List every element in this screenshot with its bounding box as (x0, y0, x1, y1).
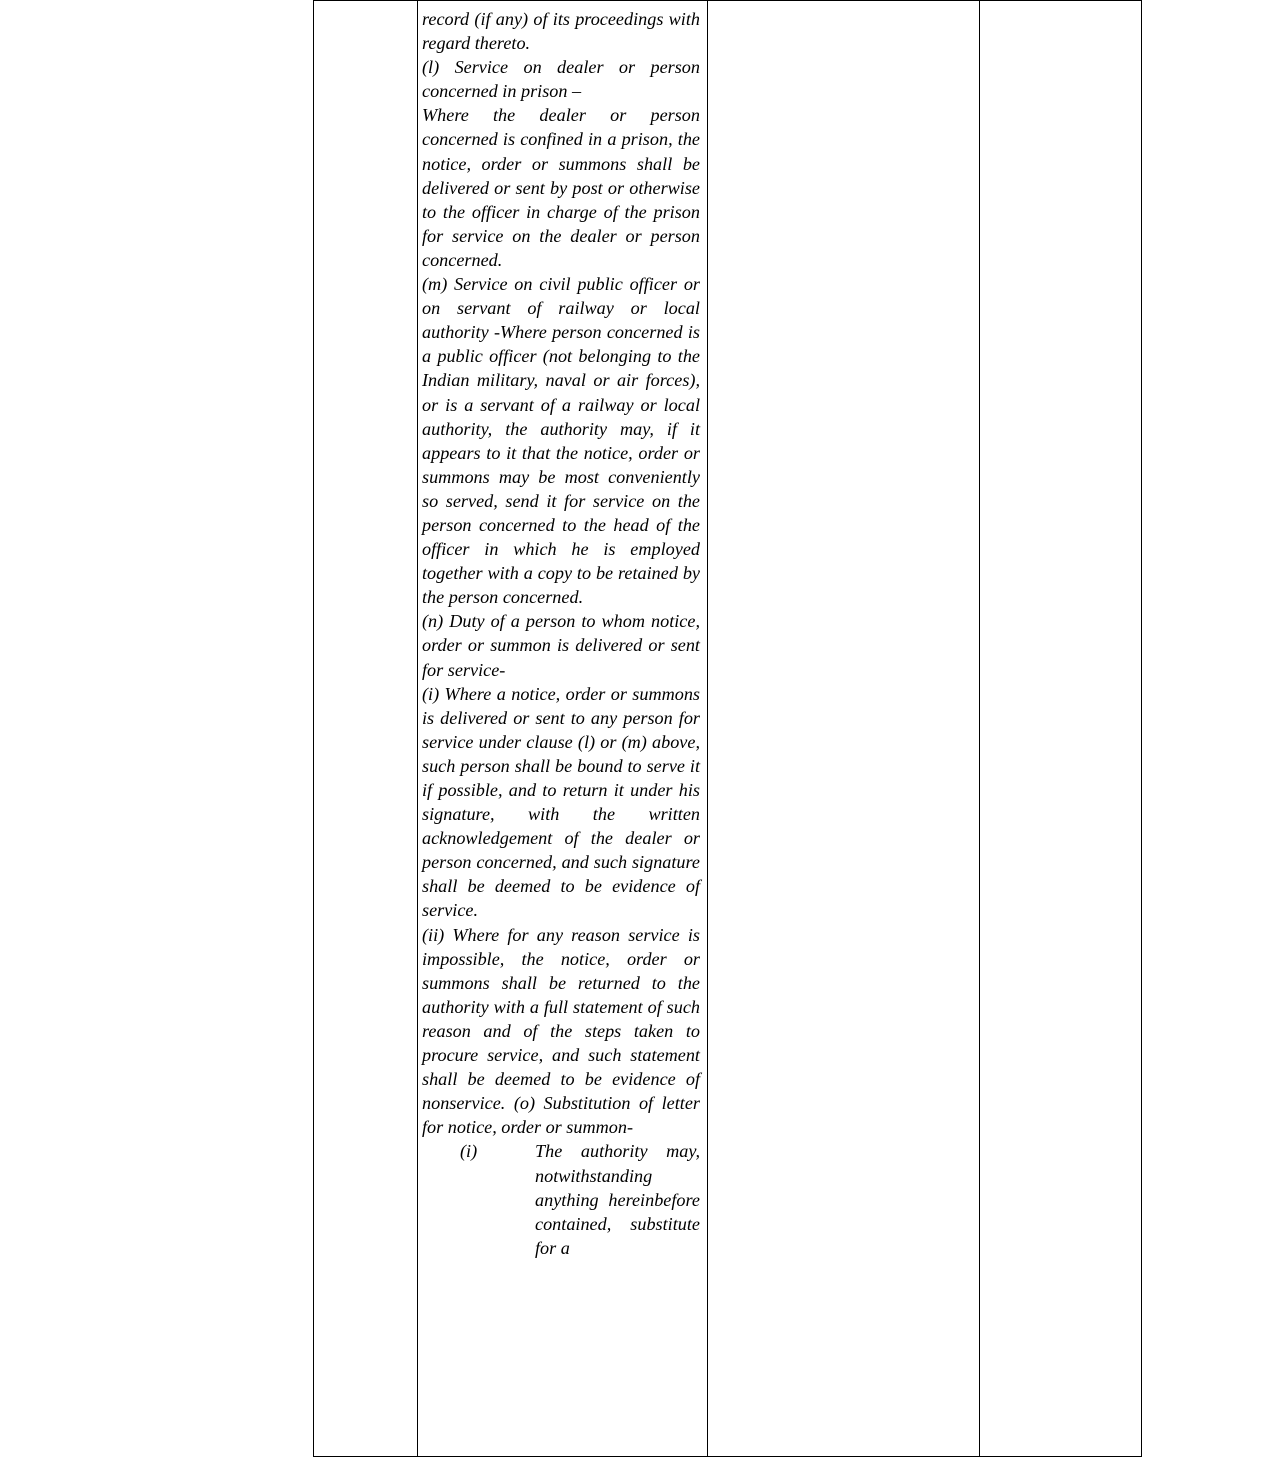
paragraph-n-i: (i) Where a notice, order or summons is delivered or sent to any person for service under clause (l) or (m) above, such person shall be bound to serve it if possible, and to return it under his signature, with the written acknowledgement of the dealer or person concerned, and such signature shall be deemed to be evidence of service. (422, 683, 700, 921)
rule-text-cell (422, 7, 700, 1260)
paragraph-heading-n: (n) Duty of a person to whom notice, order or summon is delivered or sent for service- (422, 611, 700, 680)
paragraph-heading-m: (m) Service on civil public officer or on servant of railway or local authority -Where person concerned is a public officer (not belonging to the Indian military, naval or air forces), or is a servant of a railway or local authority, the authority may, if it appears to it that the notice, order or summons may be most conveniently so served, send it for service on the person concerned to the head of the officer in which he is employed together with a copy to be retained by the person concerned. (422, 274, 700, 608)
table-column-3 (708, 1, 980, 1456)
paragraph-prison-service: Where the dealer or person concerned is confined in a prison, the notice, order or summons shall be delivered or sent by post or otherwise to the officer in charge of the prison for service on the dealer or person concerned. (422, 105, 700, 270)
paragraph-n-ii: (ii) Where for any reason service is impossible, the notice, order or summons shall be returned to the authority with a full statement of such reason and of the steps taken to procure service, and such statement shall be deemed to be evidence of nonservice. (o) Substitution of letter for notice, order or summon- (422, 924, 700, 1138)
list-item (422, 1139, 700, 1259)
list-item-text: The authority may, notwithstanding anything hereinbefore contained, substitute for a (535, 1141, 700, 1258)
table-column-4 (980, 1, 1141, 1456)
document-table (313, 0, 1142, 1457)
table-column-1 (314, 1, 418, 1456)
paragraph-heading-l: (l) Service on dealer or person concerned in prison – (422, 57, 700, 102)
list-item-number: (i) (460, 1141, 478, 1162)
paragraph-proceedings-record: record (if any) of its proceedings with regard thereto. (422, 9, 700, 54)
